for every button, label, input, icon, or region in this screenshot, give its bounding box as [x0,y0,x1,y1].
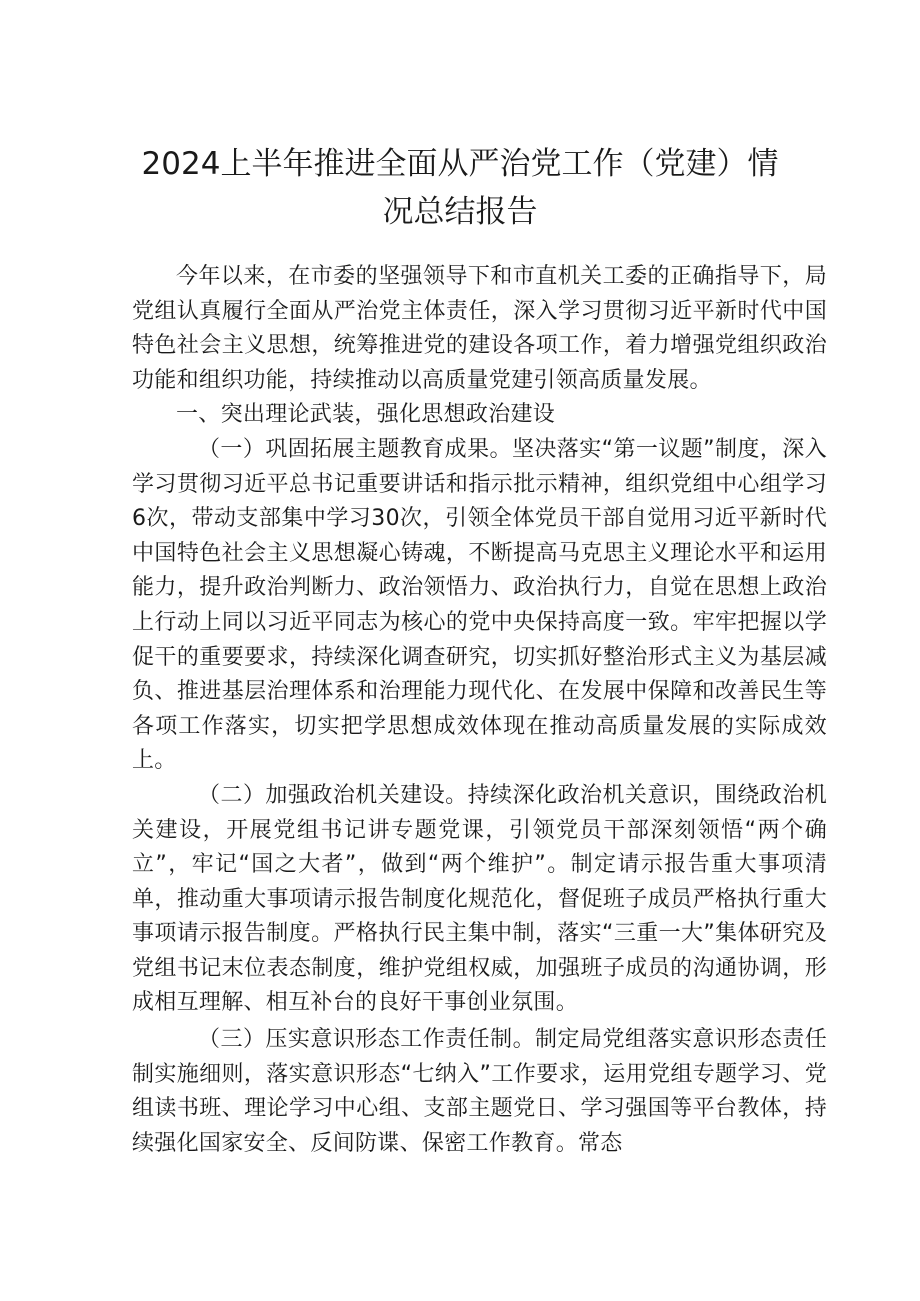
section-heading-1: 一、突出理论武装，强化思想政治建设 [176,402,556,428]
intro-paragraph: 今年以来，在市委的坚强领导下和市直机关工委的正确指导下，局党组认真履行全面从严治党主体责任，深入学习贯彻习近平新时代中国特色社会主义思想，统筹推进党的建设各项工作，着力增强党组织政治功能和组织功能，持续推动以高质量党建引领高质量发展。 [132,264,827,393]
subsection-paragraph-1: （一）巩固拓展主题教育成果。坚决落实“第一议题”制度，深入学习贯彻习近平总书记重要讲话和指示批示精神，组织党组中心组学习6次，带动支部集中学习30次，引领全体党员干部自觉用习近平新时代中国特色社会主义思想凝心铸魂，不断提高马克思主义理论水平和运用能力，提升政治判断力、政治领悟力、政治执行力，自觉在思想上政治上行动上同以习近平同志为核心的党中央保持高度一致。牢牢把握以学促干的重要要求，持续深化调查研究，切实抓好整治形式主义为基层减负、推进基层治理体系和治理能力现代化、在发展中保障和改善民生等各项工作落实，切实把学思想成效体现在推动高质量发展的实际成效上。 [132,436,827,774]
document-title: 2024上半年推进全面从严治党工作（党建）情况总结报告 [141,146,779,230]
document-body [132,260,827,1161]
subsection-paragraph-3: （三）压实意识形态工作责任制。制定局党组落实意识形态责任制实施细则，落实意识形态“七纳入”工作要求，运用党组专题学习、党组读书班、理论学习中心组、支部主题党日、学习强国等平台教体，持续强化国家安全、反间防谍、保密工作教育。常态 [132,1027,827,1156]
subsection-paragraph-2: （二）加强政治机关建设。持续深化政治机关意识，围绕政治机关建设，开展党组书记讲专题党课，引领党员干部深刻领悟“两个确立”，牢记“国之大者”，做到“两个维护”。制定请示报告重大事项清单，推动重大事项请示报告制度化规范化，督促班子成员严格执行重大事项请示报告制度。严格执行民主集中制，落实“三重一大”集体研究及党组书记末位表态制度，维护党组权威，加强班子成员的沟通协调，形成相互理解、相互补台的良好干事创业氛围。 [132,782,827,1016]
